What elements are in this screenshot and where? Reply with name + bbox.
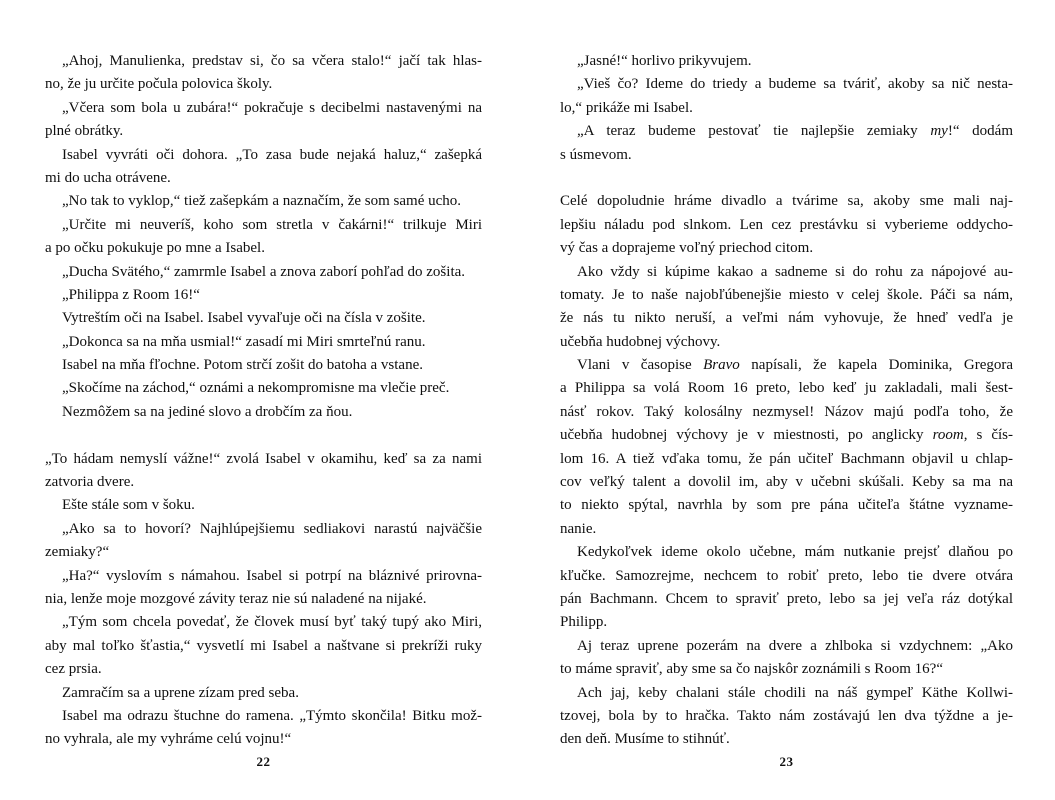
text-line: Vytreštím oči na Isabel. Isabel vyvaľuje oči na čísla v zošite. [62,310,426,327]
text-line: tomaty. Je to naše najobľúbenejšie miesto v celej škole. Páči sa nám, [560,286,1013,303]
text-line: Aj teraz uprene pozerám na dvere a zhlboka si vzdychnem: „Ako [577,637,1013,654]
text-line: „A teraz budeme pestovať tie najlepšie zemiaky my!“ dodám [577,123,1013,140]
text-line: Vlani v časopise Bravo napísali, že kapela Dominika, Gregora [577,357,1013,374]
paragraph [45,377,482,400]
text-line: a po očku pokukuje po mne a Isabel. [45,240,265,257]
text-line: „Ha?“ vyslovím s námahou. Isabel si potrpí na bláznivé prirovna- [62,567,482,584]
text-line: „No tak to vyklop,“ tiež zašepkám a naznačím, že som samé ucho. [62,193,462,210]
text-line: no, že ju určite počula polovica školy. [45,76,273,93]
text-line: Kedykoľvek ideme okolo učebne, mám nutkanie prejsť dlaňou po [577,544,1013,561]
text-line: tzovej, bola by to hračka. Takto nám zostávajú len dva týždne a je- [560,707,1013,724]
text-line: to niekto spýtal, navrhla by som pre pána učiteľa štátne vyzname- [560,497,1013,514]
text-line: Isabel vyvráti oči dohora. „To zasa bude nejaká haluz,“ zašepká [62,146,482,163]
paragraph [45,705,482,752]
text-line: „Tým som chcela povedať, že človek musí byť taký tupý ako Miri, [62,614,482,631]
paragraph [560,120,1013,167]
paragraph [560,73,1013,120]
text-line: mi do ucha otrávene. [45,169,171,186]
paragraph [560,261,1013,355]
paragraph [45,401,482,424]
text-line: „Dokonca sa na mňa usmial!“ zasadí mi Miri smrteľnú ranu. [62,333,426,350]
paragraph [45,494,482,517]
paragraph [45,97,482,144]
paragraph [45,448,482,495]
paragraph [560,50,1013,73]
text-line: Isabel ma odrazu štuchne do ramena. „Týmto skončila! Bitku mož- [62,707,482,724]
text-line: Philipp. [560,614,608,631]
paragraph [45,261,482,284]
paragraph-break [45,424,482,447]
text-line: kľučke. Samozrejme, nechcem to robiť preto, lebo tie dvere otvára [560,567,1013,584]
text-line: plné obrátky. [45,123,124,140]
text-line: „Jasné!“ horlivo prikyvujem. [577,53,752,69]
text-line: lo,“ prikáže mi Isabel. [560,99,693,116]
text-line: „Philippa z Room 16!“ [62,286,200,303]
text-line: vý čas a doprajeme voľný priechod citom. [560,240,814,257]
text-line: „Skočíme na záchod,“ oznámi a nekompromisne ma vlečie preč. [62,380,450,397]
page-text-right [560,50,1013,752]
text-line: cez prsia. [45,661,102,678]
text-line: cov veľký talent a dovolil im, aby v učebni skúšali. Keby sa ma na [560,474,1013,491]
page-number-right: 23 [779,754,794,769]
text-line: Ešte stále som v šoku. [62,497,195,514]
paragraph [45,284,482,307]
paragraph [45,214,482,261]
text-line: lepšiu náladu pod slnkom. Len cez prestávku si vyberieme oddycho- [560,216,1013,233]
text-line: aby mal toľko šťastia,“ vysvetlí mi Isabel a naštvane si prekríži ruky [45,637,482,654]
text-line: „To hádam nemyslí vážne!“ zvolá Isabel v okamihu, keď sa za nami [45,450,482,467]
paragraph [560,190,1013,260]
text-line: a Philippa sa volá Room 16 preto, lebo keď ju zakladali, mali šest- [560,380,1013,397]
paragraph [560,354,1013,541]
paragraph [45,518,482,565]
paragraph [45,565,482,612]
text-line: den deň. Musíme to stihnúť. [560,731,730,748]
page-number-left: 22 [256,754,271,769]
paragraph [560,541,1013,635]
text-line: „Ako sa to hovorí? Najhlúpejšiemu sedliakovi narastú najväčšie [62,520,482,537]
text-line: „Ahoj, Manulienka, predstav si, čo sa včera stalo!“ jačí tak hlas- [62,53,482,69]
text-line: lom 16. A tiež vďaka tomu, že pán učiteľ Bachmann objavil u chlap- [560,450,1013,467]
paragraph [45,331,482,354]
text-line: „Vieš čo? Ideme do triedy a budeme sa tváriť, akoby sa nič nesta- [577,76,1013,93]
text-line: no vyhrala, ale my vyhráme celú vojnu!“ [45,731,292,748]
text-line: s úsmevom. [560,146,632,163]
paragraph [45,611,482,681]
paragraph [45,682,482,705]
text-line: „Ducha Svätého,“ zamrmle Isabel a znova zaborí pohľad do zošita. [62,263,466,280]
paragraph [45,50,482,97]
text-line: že nás tu nikto neruší, a veľmi nám vyhovuje, že hneď vedľa je [560,310,1013,327]
paragraph [45,144,482,191]
text-line: Nezmôžem sa na jediné slovo a drobčím za ňou. [62,403,353,420]
text-line: Ako vždy si kúpime kakao a sadneme si do rohu za nápojové au- [577,263,1013,280]
text-line: to máme spraviť, aby sme sa čo najskôr zoznámili s Room 16?“ [560,661,943,678]
paragraph [45,190,482,213]
text-line: Celé dopoludnie hráme divadlo a tvárime sa, akoby sme mali naj- [560,193,1013,210]
text-line: nia, lenže moje mozgové závity teraz nie sú naladené na nijaké. [45,590,427,607]
text-line: „Určite mi neuveríš, koho som stretla v čakárni!“ trilkuje Miri [62,216,482,233]
paragraph [560,635,1013,682]
paragraph [45,354,482,377]
text-line: učebňa hudobnej výchovy je v miestnosti, po anglicky room, s čís- [560,427,1013,444]
text-line: Isabel na mňa fľochne. Potom strčí zošit do batoha a vstane. [62,357,423,374]
text-line: pán Bachmann. Chcem to spraviť preto, lebo sa jej veľa ráz dotýkal [560,590,1013,607]
text-line: učebňa hudobnej výchovy. [560,333,721,350]
text-line: nanie. [560,520,597,537]
page-text-left [45,50,482,752]
text-line: zemiaky?“ [45,544,110,561]
text-line: zatvoria dvere. [45,474,135,491]
paragraph [45,307,482,330]
text-line: Ach jaj, keby chalani stále chodili na náš gympeľ Käthe Kollwi- [577,684,1013,701]
text-line: násť rokov. Taký kolosálny nezmysel! Názov majú podľa toho, že [560,403,1013,420]
paragraph [560,682,1013,752]
paragraph-break [560,167,1013,190]
text-line: „Včera som bola u zubára!“ pokračuje s decibelmi nastavenými na [62,99,482,116]
text-line: Zamračím sa a uprene zízam pred seba. [62,684,299,701]
